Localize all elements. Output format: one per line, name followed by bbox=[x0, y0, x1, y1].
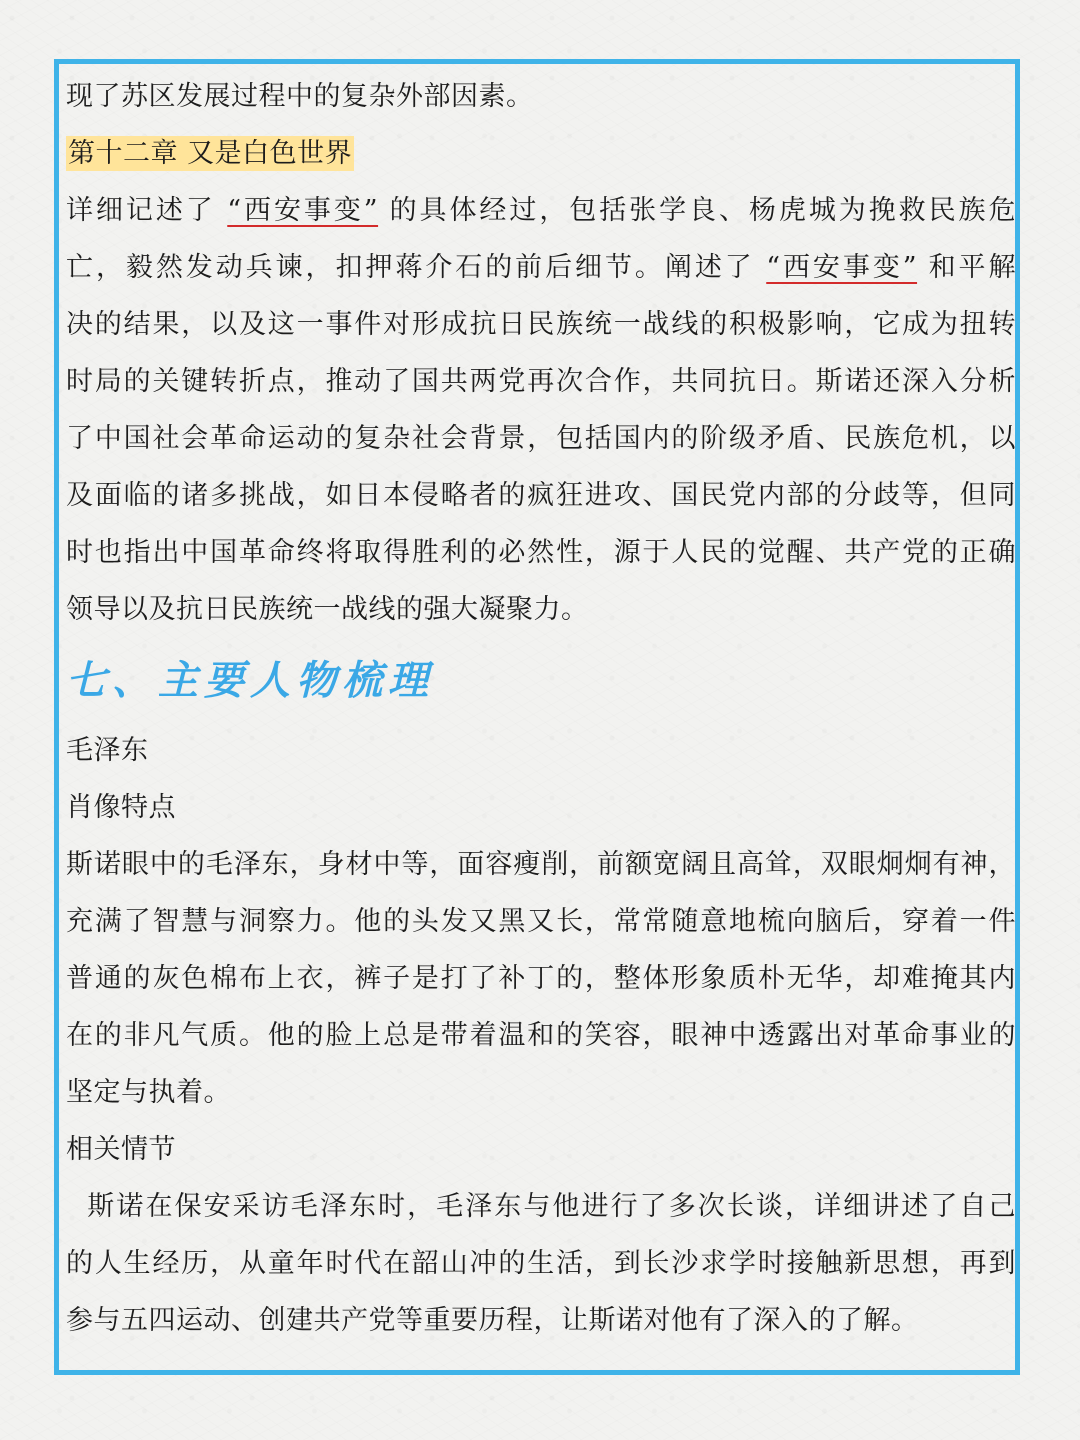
text-span: 亡，毅然发动兵谏，扣押蒋介石的前后细节。阐述了 bbox=[66, 252, 767, 283]
xian-incident-quote: “西安事变” bbox=[766, 252, 918, 283]
chapter-12-title: 第十二章 又是白色世界 bbox=[68, 138, 353, 169]
text-span: 详细记述了 bbox=[66, 195, 228, 226]
chapter-paragraph-line: 时局的关键转折点，推动了国共两党再次合作，共同抗日。斯诺还深入分析 bbox=[66, 366, 1016, 397]
document-body bbox=[66, 68, 1016, 1349]
portrait-label: 肖像特点 bbox=[66, 792, 176, 823]
chapter-paragraph-line: 及面临的诸多挑战，如日本侵略者的疯狂进攻、国民党内部的分歧等，但同 bbox=[66, 480, 1016, 511]
chapter-paragraph-line bbox=[66, 239, 1016, 296]
person-name: 毛泽东 bbox=[66, 735, 149, 766]
plot-label: 相关情节 bbox=[66, 1134, 176, 1165]
chapter-paragraph-line: 决的结果，以及这一事件对形成抗日民族统一战线的积极影响，它成为扭转 bbox=[66, 309, 1016, 340]
section-heading: 七、主要人物梳理 bbox=[66, 658, 434, 704]
portrait-line: 斯诺眼中的毛泽东，身材中等，面容瘦削，前额宽阔且高耸，双眼炯炯有神， bbox=[66, 849, 1016, 880]
chapter-paragraph-line: 时也指出中国革命终将取得胜利的必然性，源于人民的觉醒、共产党的正确 bbox=[66, 537, 1016, 568]
chapter-paragraph-line: 领导以及抗日民族统一战线的强大凝聚力。 bbox=[66, 594, 589, 625]
text-span: 的具体经过，包括张学良、杨虎城为挽救民族危 bbox=[378, 195, 1016, 226]
portrait-line: 坚定与执着。 bbox=[66, 1077, 231, 1108]
plot-line: 斯诺在保安采访毛泽东时，毛泽东与他进行了多次长谈，详细讲述了自己 bbox=[66, 1191, 1016, 1222]
chapter-paragraph-line bbox=[66, 182, 1016, 239]
chapter-title-line bbox=[66, 125, 1016, 182]
xian-incident-quote: “西安事变” bbox=[227, 195, 379, 226]
plot-line: 的人生经历，从童年时代在韶山冲的生活，到长沙求学时接触新思想，再到 bbox=[66, 1248, 1016, 1279]
portrait-line: 普通的灰色棉布上衣，裤子是打了补丁的，整体形象质朴无华，却难掩其内 bbox=[66, 963, 1016, 994]
plot-line: 参与五四运动、创建共产党等重要历程，让斯诺对他有了深入的了解。 bbox=[66, 1305, 919, 1336]
portrait-line: 在的非凡气质。他的脸上总是带着温和的笑容，眼神中透露出对革命事业的 bbox=[66, 1020, 1016, 1051]
text-span: 和平解 bbox=[917, 252, 1016, 283]
intro-line: 现了苏区发展过程中的复杂外部因素。 bbox=[66, 81, 534, 112]
portrait-line: 充满了智慧与洞察力。他的头发又黑又长，常常随意地梳向脑后，穿着一件 bbox=[66, 906, 1016, 937]
chapter-paragraph-line: 了中国社会革命运动的复杂社会背景，包括国内的阶级矛盾、民族危机，以 bbox=[66, 423, 1016, 454]
